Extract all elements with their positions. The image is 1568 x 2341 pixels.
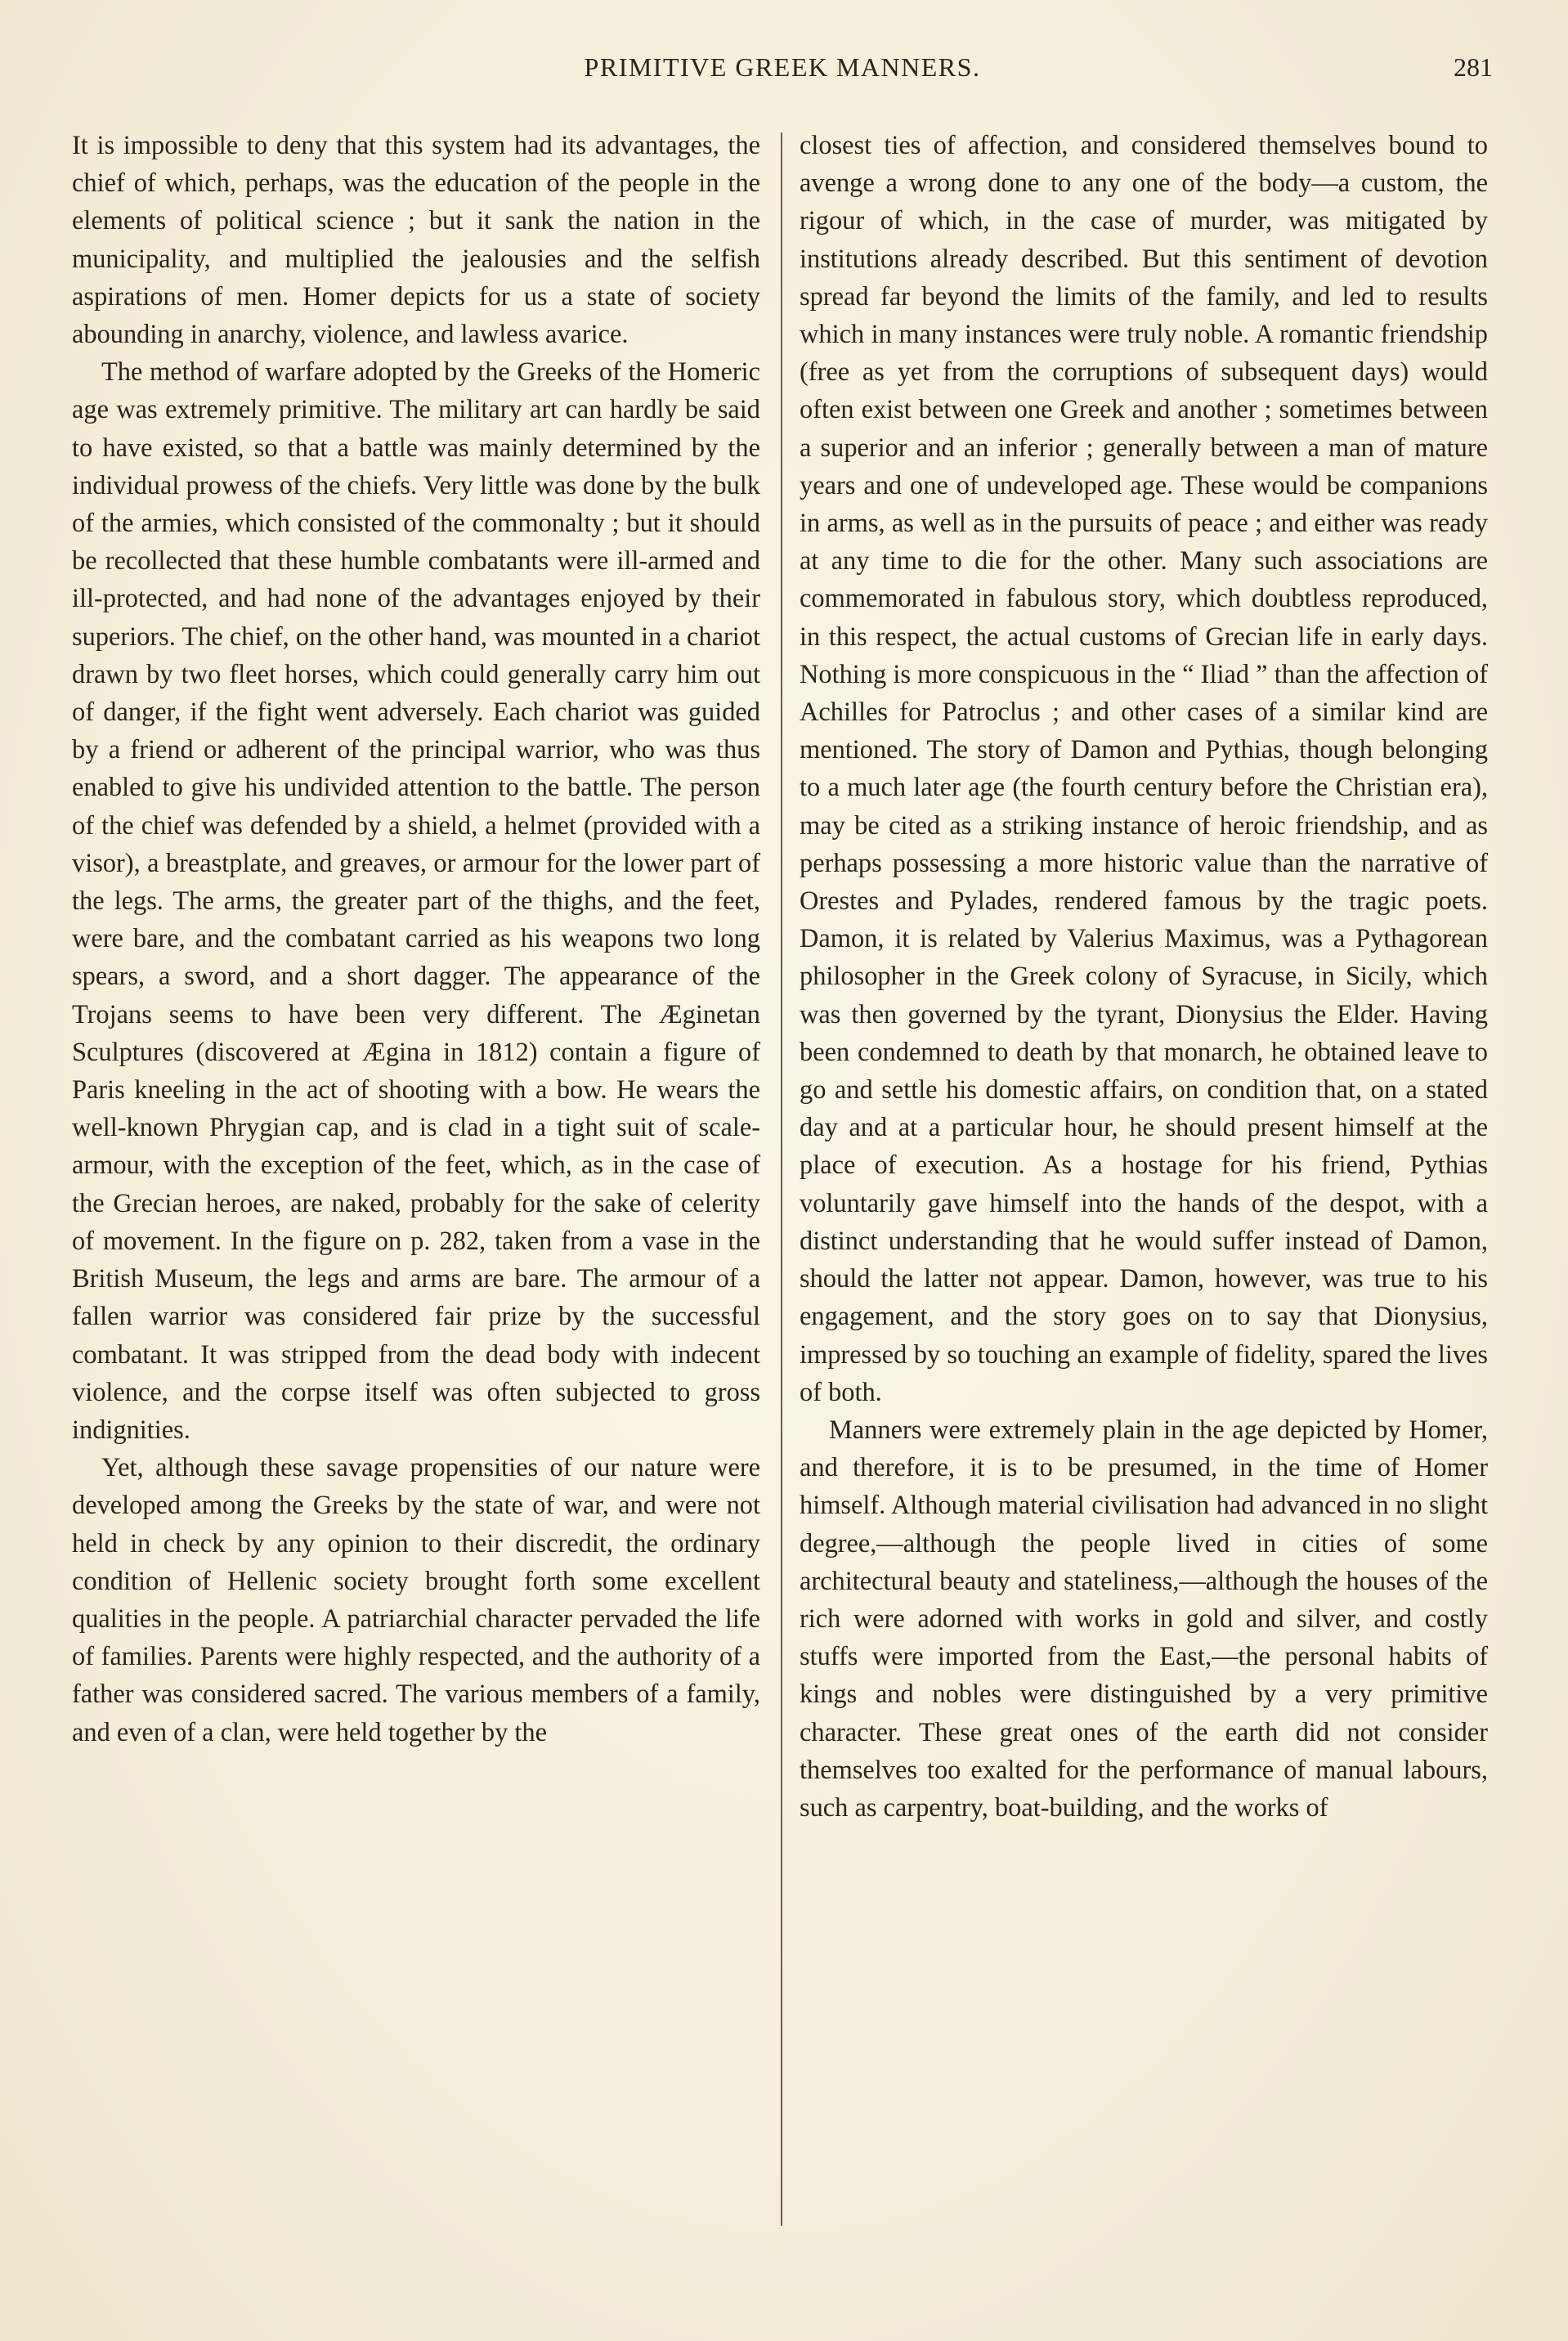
paragraph-left-1: It is impossible to deny that this system had its advantages, the chief of which, perhaps, was the education of the people in the elements of political science ; but it sank the nation in the municipality, and multiplied the jealousies and the selfish aspirations of men. Homer depicts for us a state of society abounding in anarchy, violence, and lawless avarice. bbox=[72, 131, 760, 350]
paragraph-right-2: Manners were extremely plain in the age depicted by Homer, and therefore, it is to be presumed, in the time of Homer himself. Although material civilisation had advanced in no slight degree,—although the people lived in cities of some architectural beauty and stateliness,—although the houses of the rich were adorned with works in gold and silver, and costly stuffs were imported from the East,—the personal habits of kings and nobles were distinguished by a very primitive character. These great ones of the earth did not consider themselves too exalted for the performance of manual labours, such as carpentry, boat-building, and the works of bbox=[800, 1415, 1488, 1823]
paragraph-left-2: The method of warfare adopted by the Greeks of the Homeric age was extremely primitive. The military art can hardly be said to have existed, so that a battle was mainly determined by the individual prowess of the chiefs. Very little was done by the bulk of the armies, which consisted of the commonalty ; but it should be recollected that these humble combatants were ill-armed and ill-protected, and had none of the advantages enjoyed by their superiors. The chief, on the other hand, was mounted in a chariot drawn by two fleet horses, which could generally carry him out of danger, if the fight went adversely. Each chariot was guided by a friend or adherent of the principal warrior, who was thus enabled to give his undivided attention to the battle. The person of the chief was defended by a shield, a helmet (provided with a visor), a breastplate, and greaves, or armour for the lower part of the legs. The arms, the greater part of the thighs, and the feet, were bare, and the combatant carried as his weapons two long spears, a sword, and a short dagger. The appearance of the Trojans seems to have been very different. The Æginetan Sculptures (discovered at Ægina in 1812) contain a figure of Paris kneeling in the act of shooting with a bow. He wears the well-known Phrygian cap, and is clad in a tight suit of scale-armour, with the exception of the feet, which, as in the case of the Grecian heroes, are naked, probably for the sake of celerity of movement. In the figure on p. 282, taken from a vase in the British Museum, the legs and arms are bare. The armour of a fallen warrior was considered fair prize by the successful combatant. It was stripped from the dead body with indecent violence, and the corpse itself was often subjected to gross indignities. bbox=[72, 357, 760, 1445]
running-header bbox=[72, 51, 1493, 92]
page-number: 281 bbox=[1454, 52, 1493, 82]
right-column bbox=[800, 127, 1488, 1827]
paragraph-left-3: Yet, although these savage propensities of our nature were developed among the Greeks by the state of war, and were not held in check by any opinion to their discredit, the ordinary condition of Hellenic society brought forth some excellent qualities in the people. A patriarchial character pervaded the life of families. Parents were highly respected, and the authority of a father was considered sacred. The various members of a family, and even of a clan, were held together by the bbox=[72, 1453, 760, 1747]
column-divider bbox=[781, 132, 782, 2226]
running-title: PRIMITIVE GREEK MANNERS. bbox=[584, 52, 981, 82]
paragraph-right-1: closest ties of affection, and considered themselves bound to avenge a wrong done to any one of the body—a custom, the rigour of which, in the case of murder, was mitigated by institutions already described. But this sentiment of devotion spread far beyond the limits of the family, and led to results which in many instances were truly noble. A romantic friendship (free as yet from the corruptions of subsequent days) would often exist between one Greek and another ; sometimes between a superior and an inferior ; generally between a man of mature years and one of undeveloped age. These would be companions in arms, as well as in the pursuits of peace ; and either was ready at any time to die for the other. Many such associations are commemorated in fabulous story, which doubtless reproduced, in this respect, the actual customs of Grecian life in early days. Nothing is more conspicuous in the “ Iliad ” than the affection of Achilles for Patroclus ; and other cases of a similar kind are mentioned. The story of Damon and Pythias, though belonging to a much later age (the fourth century before the Christian era), may be cited as a striking instance of heroic friendship, and as perhaps possessing a more historic value than the narrative of Orestes and Pylades, rendered famous by the tragic poets. Damon, it is related by Valerius Maximus, was a Pythagorean philosopher in the Greek colony of Syracuse, in Sicily, which was then governed by the tyrant, Dionysius the Elder. Having been condemned to death by that monarch, he obtained leave to go and settle his domestic affairs, on condition that, on a stated day and at a particular hour, he should present himself at the place of execution. As a hostage for his friend, Pythias voluntarily gave himself into the hands of the despot, with a distinct understanding that he would suffer instead of Damon, should the latter not appear. Damon, however, was true to his engagement, and the story goes on to say that Dionysius, impressed by so touching an example of fidelity, spared the lives of both. bbox=[800, 131, 1488, 1407]
left-column bbox=[72, 127, 760, 1751]
